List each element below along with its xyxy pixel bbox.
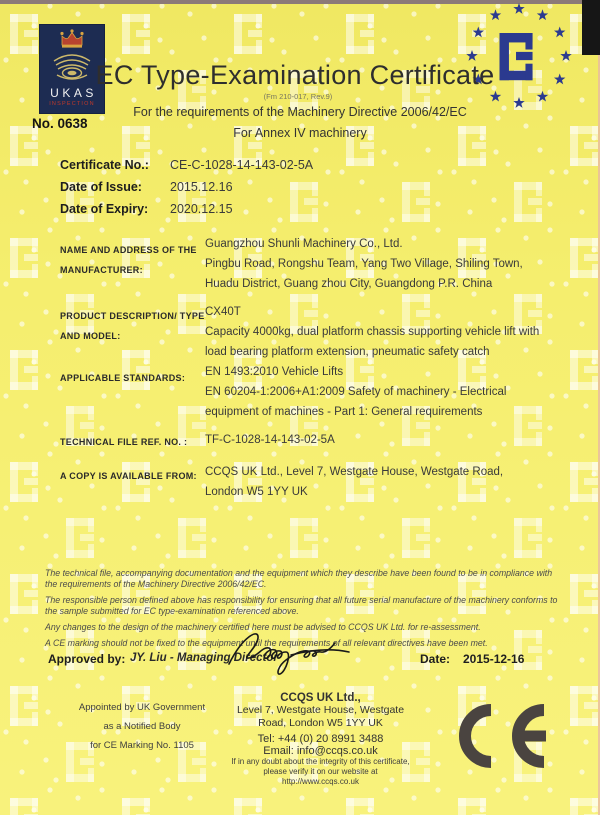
page-title: EC Type-Examination Certificate <box>95 60 495 90</box>
legal-paragraph: Any changes to the design of the machinery certified here must be advised to CCQS UK Ltd. for re-assessment. <box>45 622 481 632</box>
issuer-email: Email: info@ccqs.co.uk <box>263 745 378 757</box>
copy-available-label: A COPY IS AVAILABLE FROM: <box>60 471 197 481</box>
manufacturer-label: NAME AND ADDRESS OF THE MANUFACTURER: <box>60 245 197 275</box>
notified-body-number: No. 0638 <box>32 116 88 131</box>
verification-note: please verify it on our website at <box>263 767 378 776</box>
legal-paragraph: The technical file, accompanying documentation and the equipment which they describe have been found to be in compliance with the requirements of the Machinery Directive 2006/42/EC. <box>45 568 553 589</box>
certificate-number-value: CE-C-1028-14-143-02-5A <box>170 158 314 172</box>
date-label: Date: <box>420 652 451 666</box>
product-description-label: PRODUCT DESCRIPTION/ TYPE AND MODEL: <box>60 311 205 341</box>
date-of-issue-label: Date of Issue: <box>60 180 142 194</box>
verification-note: If in any doubt about the integrity of this certificate, <box>231 757 410 766</box>
certificate-number-label: Certificate No.: <box>60 158 149 172</box>
standard-line: equipment of machines - Part 1: General requirements <box>205 406 483 418</box>
scan-edge-corner <box>582 0 600 55</box>
issuer-address: Level 7, Westgate House, Westgate <box>236 704 405 716</box>
copy-available-value <box>205 462 570 502</box>
product-description-value <box>205 302 570 362</box>
product-line: CX40T <box>205 306 241 318</box>
issuer-name: CCQS UK Ltd., <box>280 692 361 704</box>
approver-name: JY. Liu - Managing Director <box>130 652 278 664</box>
standard-line: EN 60204-1:2006+A1:2009 Safety of machinery - Electrical <box>205 386 507 398</box>
date-of-expiry-value: 2020.12.15 <box>170 202 233 216</box>
notified-body-line: Appointed by UK Government <box>78 702 206 713</box>
subtitle-directive: For the requirements of the Machinery Directive 2006/42/EC <box>133 105 467 119</box>
date-of-expiry-label: Date of Expiry: <box>60 202 149 216</box>
product-line: load bearing platform extension, pneumatic safety catch <box>205 346 490 358</box>
date-of-issue-value: 2015.12.16 <box>170 180 233 194</box>
technical-file-value <box>205 430 570 450</box>
legal-paragraph: A CE marking should not be fixed to the equipment until the requirements of all relevant directives have been met. <box>45 638 488 648</box>
subtitle-annex: For Annex IV machinery <box>233 126 367 140</box>
manufacturer-line: Pingbu Road, Rongshu Team, Yang Two Village, Shiling Town, <box>205 258 523 270</box>
copy-available-line: CCQS UK Ltd., Level 7, Westgate House, Westgate Road, <box>205 466 504 478</box>
standard-line: EN 1493:2010 Vehicle Lifts <box>205 366 344 378</box>
issuer-contact-block <box>218 692 423 787</box>
ukas-inspection-label: INSPECTION <box>49 101 95 107</box>
technical-file-line: TF-C-1028-14-143-02-5A <box>205 434 335 446</box>
notified-body-statement <box>42 698 242 755</box>
applicable-standards-label: APPLICABLE STANDARDS: <box>60 373 186 383</box>
approved-by-label: Approved by: <box>48 652 126 666</box>
issuer-telephone: Tel: +44 (0) 20 8991 3488 <box>257 733 384 745</box>
form-reference: (Fm 210-017, Rev.9) <box>263 92 333 101</box>
technical-file-label: TECHNICAL FILE REF. NO. : <box>60 437 188 447</box>
notified-body-line: for CE Marking No. 1105 <box>90 740 194 751</box>
verification-url: http://www.ccqs.co.uk <box>282 777 359 786</box>
copy-available-line: London W5 1YY UK <box>205 486 308 498</box>
crown-icon <box>59 29 85 51</box>
manufacturer-line: Guangzhou Shunli Machinery Co., Ltd. <box>205 238 403 250</box>
legal-paragraph: The responsible person defined above has responsibility for ensuring that all future serial manufacture of the machinery conforms to the sample submitted for EC type-examination referenced above. <box>45 595 558 616</box>
notified-body-line: as a Notified Body <box>103 721 181 732</box>
manufacturer-value <box>205 234 570 294</box>
product-line: Capacity 4000kg, dual platform chassis supporting vehicle lift with <box>205 326 540 338</box>
approval-date-value: 2015-12-16 <box>463 652 525 666</box>
manufacturer-line: Huadu District, Guang zhou City, Guangdong P.R. China <box>205 278 493 290</box>
applicable-standards-value <box>205 362 570 422</box>
signature-scribble <box>225 624 365 676</box>
ce-marking-icon <box>444 700 554 772</box>
issuer-address: Road, London W5 1YY UK <box>258 717 383 729</box>
ukas-label: UKAS <box>50 86 97 100</box>
